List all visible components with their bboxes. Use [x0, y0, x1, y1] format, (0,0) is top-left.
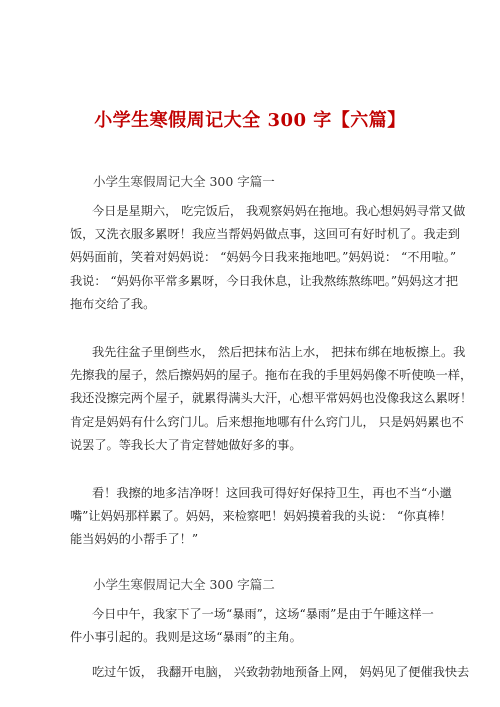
- paragraph-line: 肯定是妈妈有什么窍门儿。后来想拖地哪有什么窍门儿， 只是妈妈累也不: [70, 414, 464, 429]
- paragraph-1-3: [70, 482, 452, 552]
- paragraph-line: 我还没擦完两个屋子，就累得满头大汗，心想平常妈妈也没像我这么累呀！: [70, 391, 473, 406]
- paragraph-line: 饭，又洗衣服多累呀！我应当帮妈妈做点事，这回可有好时机了。我走到: [70, 227, 460, 242]
- paragraph-line: 妈妈面前，笑着对妈妈说： “妈妈今日我来拖地吧。”妈妈说： “不用啦。”: [70, 250, 457, 265]
- paragraph-line: 件小事引起的。我则是这场“暴雨”的主角。: [70, 630, 302, 645]
- paragraph-line: 拖布交给了我。: [70, 296, 156, 311]
- paragraph-line: 嘴”让妈妈那样累了。妈妈，来检察吧！妈妈摸着我的头说： “你真棒！: [70, 509, 452, 524]
- section-heading-2: 小学生寒假周记大全 300 字篇二: [93, 577, 275, 592]
- paragraph-line: 吃过午饭， 我翻开电脑， 兴致勃勃地预备上网， 妈妈见了便催我快去: [92, 665, 470, 679]
- paragraph-2-2: [70, 661, 470, 684]
- paragraph-line: 今日是星期六， 吃完饭后， 我观察妈妈在拖地。我心想妈妈寻常又做: [92, 204, 466, 218]
- paragraph-1-1: [70, 200, 466, 316]
- paragraph-1-2: [70, 341, 473, 457]
- paragraph-line: 说罢了。等我长大了肯定替她做好多的事。: [70, 437, 302, 452]
- paragraph-line: 先擦我的屋子，然后擦妈妈的屋子。拖布在我的手里妈妈像不听使唤一样，: [70, 368, 473, 383]
- paragraph-line: 今日中午，我家下了一场“暴雨”，这场“暴雨”是由于午睡这样一: [92, 607, 434, 621]
- paragraph-line: 我先往盆子里倒些水， 然后把抹布沾上水， 把抹布绑在地板擦上。我: [92, 345, 466, 359]
- paragraph-line: 看！我擦的地多洁净呀！这回我可得好好保持卫生，再也不当“小邋: [92, 486, 452, 500]
- section-heading-1: 小学生寒假周记大全 300 字篇一: [93, 174, 275, 189]
- paragraph-line: 我说： “妈妈你平常多累呀，今日我休息，让我熬练熬练吧。”妈妈这才把: [70, 273, 459, 288]
- paragraph-line: 能当妈妈的小帮手了！”: [70, 532, 199, 547]
- document-title: 小学生寒假周记大全 300 字【六篇】: [94, 110, 406, 131]
- paragraph-2-1: [70, 603, 442, 649]
